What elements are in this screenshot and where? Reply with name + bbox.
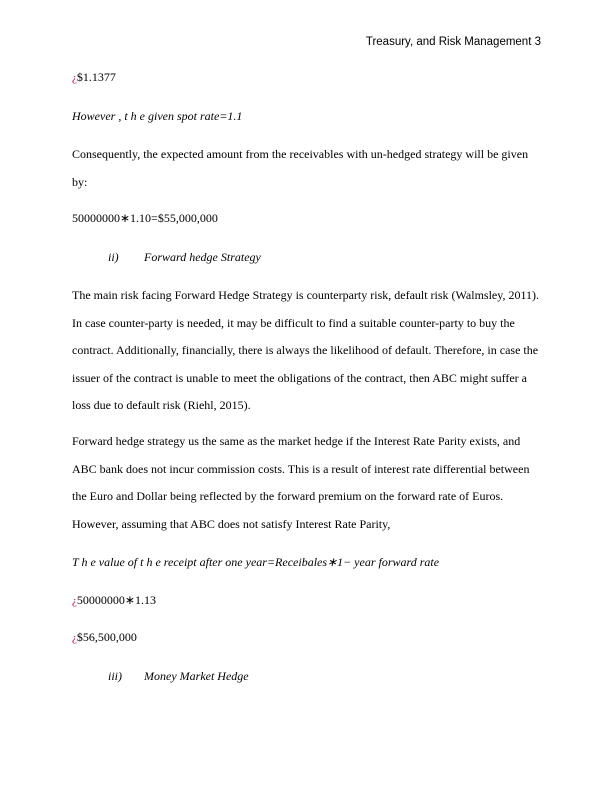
result-line: [72, 70, 116, 85]
forward-calc-value: 50000000∗1.13: [76, 593, 156, 607]
section-number: iii): [108, 669, 122, 683]
receipt-formula: T h e value of t h e receipt after one year=Receibales∗1− year forward rate: [72, 555, 440, 569]
forward-calculation: [72, 593, 156, 608]
inverted-question-mark: ¿: [72, 595, 77, 607]
running-head: Treasury, and Risk Management 3: [365, 36, 541, 48]
result-value: $1.1377: [76, 70, 116, 84]
spot-rate-equation: However , t h e given spot rate=1.1: [72, 109, 243, 123]
unhedged-calculation: 50000000∗1.10=$55,000,000: [72, 211, 218, 225]
section-title: Money Market Hedge: [144, 669, 249, 683]
forward-result: [72, 630, 137, 645]
paragraph-unhedged: Consequently, the expected amount from the receivables with un-hedged strategy will be given by:: [72, 147, 529, 189]
inverted-question-mark: ¿: [72, 632, 77, 644]
paragraph-forward-risk: The main risk facing Forward Hedge Strategy is counterparty risk, default risk (Walmsley, 2011). In case counter-party is needed, it may be difficult to find a suitable counter-party to buy the contract. Additionally, financially, there is always the likelihood of default. Therefore, in case the issuer of the contract is unable to meet the obligations of the contract, then ABC might suffer a loss due to default risk (Riehl, 2015).: [72, 288, 540, 413]
paragraph-forward-parity: Forward hedge strategy us the same as the market hedge if the Interest Rate Parity exists, and ABC bank does not incur commission costs. This is a result of interest rate differential between the Euro and Dollar being reflected by the forward premium on the forward rate of Euros. However, assuming that ABC does not satisfy Interest Rate Parity,: [72, 434, 530, 531]
section-title: Forward hedge Strategy: [144, 250, 261, 264]
section-heading-money-market: [108, 669, 249, 684]
section-number: ii): [108, 250, 119, 264]
inverted-question-mark: ¿: [72, 72, 77, 84]
forward-result-value: $56,500,000: [76, 630, 137, 644]
section-heading-forward: [108, 250, 261, 265]
